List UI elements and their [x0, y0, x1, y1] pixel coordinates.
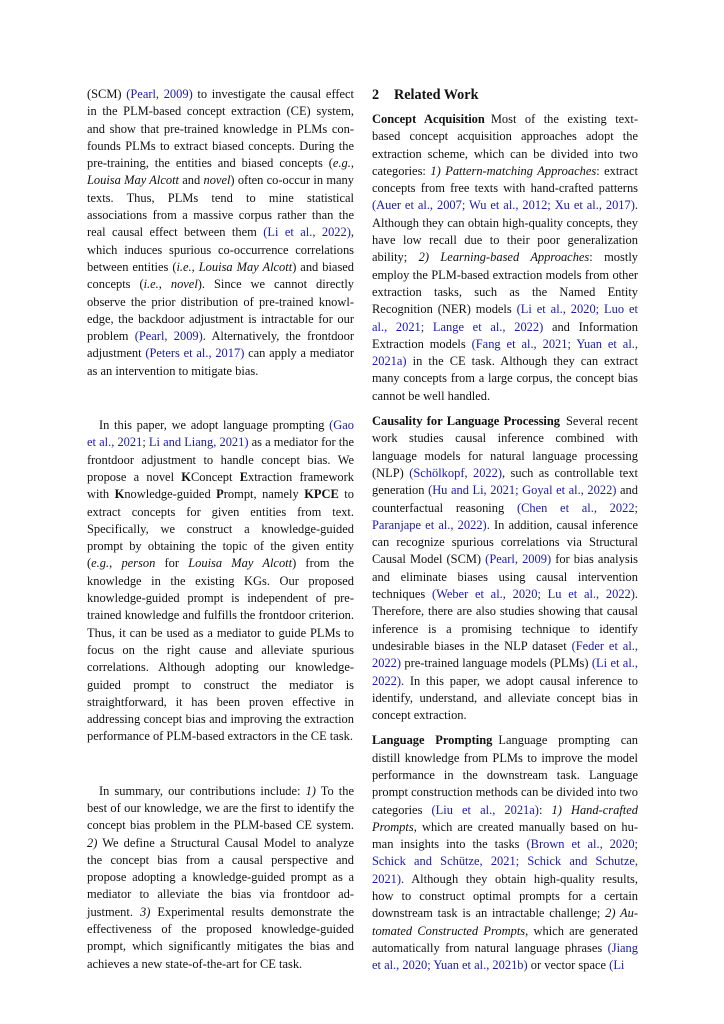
- emphasis-text: person: [121, 556, 156, 571]
- paragraph-body: Language prompting can distill knowledge from PLMs to improve the model performance in the downstream task. Language prompt construction methods can be divided into two categories (Liu et al., 2021a): 1) Hand-crafted Prompts, which are created manually based on human insights into the tasks (Brown et al., 2020; Schick and Schütze, 2021; Schick and Schutze, 2021). Although they obtain high-quality results, how to construct optimal prompts for a certain downstream task is an intractable challenge; 2) Automated Constructed Prompts, which are generated automatically from natural language phrases (Jiang et al., 2020; Yuan et al., 2021b) or vector space (Li: [372, 733, 638, 973]
- emphasis-text: Louisa May Alcott: [198, 259, 293, 274]
- citation-link[interactable]: (Chen et al., 2022; Paranjape et al., 2022): [372, 500, 638, 532]
- bold-text: K: [114, 487, 125, 502]
- emphasis-text: 1) Hand-crafted Prompts: [372, 802, 638, 834]
- citation-link[interactable]: (Gao et al., 2021; Li and Liang, 2021): [87, 418, 354, 450]
- section-number: 2: [372, 87, 380, 103]
- bold-text: E: [239, 469, 248, 484]
- emphasis-text: 1): [305, 783, 316, 798]
- emphasis-text: 3): [140, 904, 151, 919]
- citation-link[interactable]: (Li et al., 2020; Luo et al., 2021; Lange et al., 2022): [372, 302, 638, 334]
- related-paragraph-language-prompting: [372, 732, 638, 974]
- citation-link[interactable]: (Pearl, 2009): [485, 552, 552, 567]
- related-paragraph-causality: [372, 413, 638, 724]
- paragraph-heading-concept-acquisition: Concept Acquisition: [372, 112, 485, 126]
- paragraph-heading-language-prompting: Language Prompting: [372, 733, 493, 748]
- citation-link[interactable]: (Weber et al., 2020; Lu et al., 2022): [431, 587, 635, 602]
- citation-link[interactable]: (Feder et al., 2022): [372, 638, 638, 671]
- bold-text: KPCE: [304, 487, 339, 502]
- citation-link[interactable]: (Fang et al., 2021; Yuan et al., 2021a): [372, 336, 638, 369]
- citation-link[interactable]: (Auer et al., 2007; Wu et al., 2012; Xu et al., 2017): [372, 198, 635, 213]
- citation-link[interactable]: (Brown et al., 2020; Schick and Schütze, 2021; Schick and Schutze, 2021): [372, 837, 638, 886]
- emphasis-text: e.g.: [91, 556, 110, 571]
- emphasis-text: i.e.: [176, 259, 192, 274]
- paragraph-heading-causality: Causality for Language Processing: [372, 414, 561, 429]
- citation-link[interactable]: (Li et al., 2022): [372, 656, 638, 688]
- citation-link[interactable]: (Li et al., 2022): [263, 225, 351, 240]
- paragraph-body: Most of the existing text-based concept acquisition approaches adopt the extraction scheme, which can be divided into two categories: 1) Pattern-matching Approaches: extract concepts from free texts with hand-crafted patterns (Auer et al., 2007; Wu et al., 2012; Xu et al., 2017). Although they can obtain high-quality concepts, they have low recall due to their poor generalization ability; 2) Learning-based Approaches: mostly employ the PLM-based extraction models from other extraction tasks, such as the Named Entity Recognition (NER) models (Li et al., 2020; Luo et al., 2021; Lange et al., 2022) and Information Extraction models (Fang et al., 2021; Yuan et al., 2021a) in the CE task. Although they can extract many concepts from a large corpus, the concept bias cannot be well handled.: [372, 112, 638, 403]
- emphasis-text: Louisa May Alcott: [87, 173, 179, 188]
- emphasis-text: novel: [170, 277, 198, 292]
- citation-link[interactable]: (Schölkopf, 2022): [409, 465, 503, 480]
- intro-paragraph-contributions: In summary, our contributions include: 1) To the best of our knowledge, we are the first to identify the concept bias problem in the PLM-based CE system. 2) We define a Structural Causal Model to analyze the concept bias from a causal perspective and propose adopting a knowledge-guided prompt as a mediator to alleviate the bias via frontdoor adjustment. 3) Experimental results demonstrate the effectiveness of the proposed knowledge-guided prompt, which significantly mitigates the bias and achieves a new state-of-the-art for CE task.: [87, 783, 355, 971]
- left-column: [87, 86, 354, 973]
- emphasis-text: 1) Pattern-matching Approaches: [430, 163, 597, 178]
- right-column: [372, 86, 638, 975]
- intro-paragraph-proposal: In this paper, we adopt language prompting (Gao et al., 2021; Li and Liang, 2021) as a mediator for the frontdoor adjustment to handle concept bias. We propose a novel KConcept Extraction framework with Knowledge-guided Prompt, namely KPCE to extract concepts for given entities from text. Specifically, we construct a knowledge-guided prompt by obtaining the topic of the given entity (e.g., person for Louisa May Alcott) from the knowledge in the existing KGs. Our proposed knowledge-guided prompt is independent of pretrained knowledge and fulfills the frontdoor criterion. Thus, it can be used as a mediator to guide PLMs to focus on the right cause and alleviate spurious correlations. Although adopting our knowledge-guided prompt to construct the mediator is straightforward, it has been proven effective in addressing concept bias and improving the extraction performance of PLM-based extractors in the CE task.: [87, 418, 355, 744]
- citation-link[interactable]: (Pearl, 2009): [126, 87, 193, 101]
- citation-link[interactable]: (Peters et al., 2017): [145, 346, 245, 361]
- emphasis-text: 2): [87, 835, 98, 850]
- citation-link[interactable]: (Jiang et al., 2020; Yuan et al., 2021b): [372, 940, 638, 973]
- citation-link[interactable]: (Pearl, 2009): [134, 329, 203, 344]
- paragraph-body: Several recent work studies causal inference combined with language models for natural language processing (NLP) (Schölkopf, 2022), such as controllable text generation (Hu and Li, 2021; Goyal et al., 2022) and counterfactual reasoning (Chen et al., 2022; Paranjape et al., 2022). In addition, causal inference can recognize spurious correlations via Structural Causal Model (SCM) (Pearl, 2009) for bias analysis and eliminate biases using causal intervention techniques (Weber et al., 2020; Lu et al., 2022). Therefore, there are also studies showing that causal inference is a promising technique to identify undesirable biases in the NLP dataset (Feder et al., 2022) pre-trained language models (PLMs) (Li et al., 2022). In this paper, we adopt causal inference to identify, understand, and alleviate concept bias in concept extraction.: [372, 414, 639, 723]
- intro-paragraph-scm: (SCM) (Pearl, 2009) to investigate the causal effect in the PLM-based concept extraction (CE) system, and show that pre-trained knowledge in PLMs confounds PLMs to extract biased concepts. During the pre-training, the entities and biased concepts (e.g., Louisa May Alcott and novel) often co-occur in many texts. Thus, PLMs tend to mine statistical associations from a massive corpus rather than the real causal effect between them (Li et al., 2022), which induces spurious co-occurrence correlations between entities (i.e., Louisa May Alcott) and biased concepts (i.e., novel). Since we cannot directly observe the prior distribution of pre-trained knowledge, the backdoor adjustment is intractable for our problem (Pearl, 2009). Alternatively, the frontdoor adjustment (Peters et al., 2017) can apply a mediator as an intervention to mitigate bias.: [87, 87, 355, 378]
- citation-link[interactable]: (Hu and Li, 2021; Goyal et al., 2022): [428, 483, 617, 498]
- section-heading-related-work: [372, 86, 638, 105]
- bold-text: P: [216, 487, 224, 502]
- bold-text: K: [181, 469, 191, 484]
- emphasis-text: novel: [203, 173, 231, 188]
- emphasis-text: e.g.: [332, 156, 351, 171]
- section-title: Related Work: [394, 87, 479, 103]
- emphasis-text: i.e.: [143, 277, 159, 292]
- emphasis-text: 2) Automated Constructed Prompts: [372, 906, 638, 938]
- related-paragraph-concept-acquisition: [372, 111, 638, 405]
- citation-link[interactable]: (Liu et al., 2021a): [431, 802, 539, 817]
- citation-link[interactable]: (Li: [609, 958, 625, 973]
- emphasis-text: 2) Learning-based Approaches: [418, 250, 590, 265]
- emphasis-text: Louisa May Alcott: [188, 556, 293, 571]
